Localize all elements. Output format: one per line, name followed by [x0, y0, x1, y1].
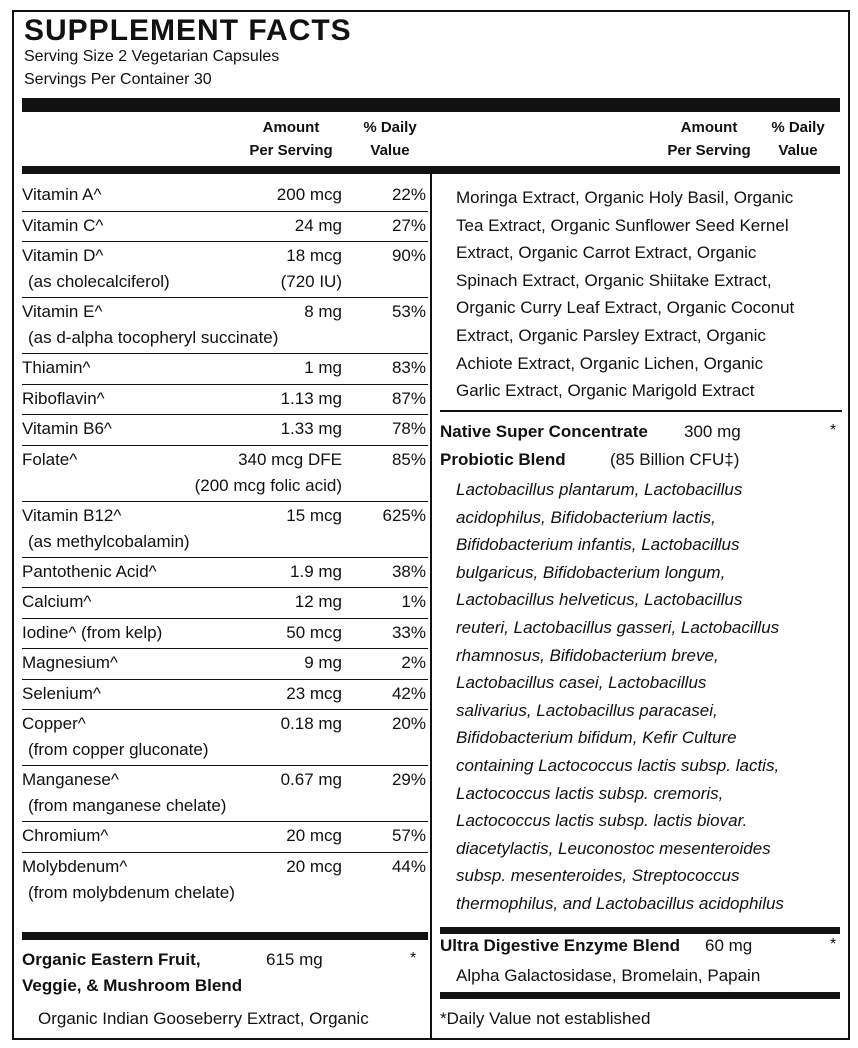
footnote-bar [440, 992, 840, 999]
row-divider [22, 414, 428, 415]
strain-line: diacetylactis, Leuconostoc mesenteroides [456, 838, 771, 858]
row-divider [22, 557, 428, 558]
column-divider [430, 174, 432, 1040]
probiotic-blend-amount: 300 mg [684, 422, 741, 441]
dv-header-left: % Daily Value [363, 119, 417, 159]
strain-line: thermophilus, and Lactobacillus acidophilus [456, 893, 784, 913]
nutrient-amount: 340 mcg DFE [238, 449, 342, 469]
nutrient-row [22, 386, 428, 417]
footnote: *Daily Value not established [440, 1009, 651, 1028]
nutrient-row [22, 620, 428, 651]
nutrient-amount: 0.67 mg [280, 770, 342, 789]
enzyme-blend-ingredients: Alpha Galactosidase, Bromelain, Papain [456, 966, 761, 985]
nutrient-daily-value: 85% [391, 449, 426, 469]
nutrient-name: Vitamin E^ [22, 302, 103, 321]
nutrient-name: Vitamin C^ [22, 215, 104, 235]
nutrient-row [22, 416, 428, 447]
ingredient-line: Moringa Extract, Organic Holy Basil, Organic [456, 188, 794, 207]
nutrient-name: Riboflavin^ [22, 388, 105, 408]
enzyme-blend-asterisk: * [830, 936, 837, 953]
nutrient-amount: 1 mg [304, 358, 342, 377]
nutrient-name: Vitamin A^ [22, 185, 102, 204]
nutrient-daily-value: 33% [391, 622, 426, 642]
row-divider [22, 679, 428, 680]
nutrient-row [22, 589, 428, 620]
row-divider [22, 709, 428, 710]
nutrient-amount: 20 mcg [286, 856, 342, 876]
nutrient-name: Calcium^ [22, 592, 92, 611]
nutrient-name: Selenium^ [22, 683, 101, 703]
row-divider [22, 241, 428, 242]
dv-header-right: % Daily Value [771, 119, 825, 159]
ingredient-line: Spinach Extract, Organic Shiitake Extract, [456, 270, 772, 290]
panel-title: SUPPLEMENT FACTS [24, 14, 352, 47]
enzyme-blend-amount: 60 mg [705, 936, 753, 955]
eastern-blend-asterisk: * [410, 950, 417, 967]
nutrient-daily-value: 1% [401, 592, 426, 611]
ingredient-line: Extract, Organic Carrot Extract, Organic [456, 243, 757, 263]
nutrient-amount: 18 mcg [286, 246, 342, 265]
nutrient-daily-value: 42% [391, 683, 426, 703]
nutrient-row [22, 503, 428, 559]
ingredient-line: Extract, Organic Parsley Extract, Organic [456, 325, 766, 345]
probiotic-blend-name: Native Super Concentrate Probiotic Blend [440, 422, 648, 469]
nutrient-source: (as d-alpha tocopheryl succinate) [28, 328, 279, 347]
nutrient-row [22, 767, 428, 823]
row-divider [22, 353, 428, 354]
strain-line: Lactobacillus plantarum, Lactobacillus [456, 480, 743, 499]
nutrient-daily-value: 44% [391, 856, 426, 876]
nutrient-row [22, 299, 428, 355]
nutrient-daily-value: 78% [391, 419, 426, 438]
nutrient-name: Vitamin D^ [22, 246, 104, 265]
strain-line: Lactobacillus casei, Lactobacillus [456, 673, 707, 693]
nutrient-daily-value: 2% [401, 653, 426, 672]
strain-line: Lactococcus lactis subsp. cremoris, [456, 783, 724, 803]
nutrient-row [22, 355, 428, 386]
eastern-blend-ingredients-right [456, 184, 794, 405]
header-bottom-bar [22, 166, 840, 174]
nutrient-amount: 8 mg [304, 302, 342, 321]
strain-line: reuteri, Lactobacillus gasseri, Lactobacillus [456, 617, 780, 637]
row-divider [22, 501, 428, 502]
nutrient-amount: 50 mcg [286, 622, 342, 642]
strain-line: Bifidobacterium bifidum, Kefir Culture [456, 728, 737, 748]
nutrient-daily-value: 83% [391, 358, 426, 377]
nutrient-row [22, 823, 428, 854]
nutrient-daily-value: 53% [391, 302, 426, 321]
nutrient-daily-value: 20% [391, 714, 426, 733]
row-divider [22, 587, 428, 588]
nutrient-amount: 200 mcg [276, 185, 342, 204]
nutrient-name: Copper^ [22, 714, 86, 733]
nutrient-name: Molybdenum^ [22, 856, 128, 876]
strain-line: acidophilus, Bifidobacterium lactis, [456, 507, 716, 527]
nutrient-name: Chromium^ [22, 826, 109, 845]
nutrient-source: (as cholecalciferol) [28, 272, 170, 291]
nutrient-source: (as methylcobalamin) [28, 531, 190, 551]
strain-line: Lactobacillus helveticus, Lactobacillus [456, 590, 743, 610]
enzyme-blend-name: Ultra Digestive Enzyme Blend [440, 936, 680, 955]
nutrient-name: Vitamin B12^ [22, 505, 122, 525]
eastern-blend-bar [22, 932, 428, 940]
header-thick-bar [22, 98, 840, 112]
amount-header-right: Amount Per Serving [667, 119, 751, 159]
ingredient-line: Achiote Extract, Organic Lichen, Organic [456, 353, 764, 373]
probiotic-strains [456, 476, 784, 918]
nutrient-name: Vitamin B6^ [22, 419, 112, 438]
eastern-blend-ingredients-left: Organic Indian Gooseberry Extract, Organic [38, 1009, 369, 1028]
strain-line: Bifidobacterium infantis, Lactobacillus [456, 535, 740, 555]
nutrient-amount: 0.18 mg [280, 714, 342, 733]
row-divider [22, 384, 428, 385]
strain-line: salivarius, Lactobacillus paracasei, [456, 700, 718, 720]
nutrient-amount: 15 mcg [286, 505, 342, 525]
nutrient-amount: 23 mcg [286, 683, 342, 703]
nutrient-row [22, 711, 428, 767]
nutrient-name: Pantothenic Acid^ [22, 561, 157, 581]
strain-line: containing Lactococcus lactis subsp. lactis, [456, 755, 780, 775]
row-divider [22, 211, 428, 212]
nutrient-row [22, 681, 428, 712]
strain-line: subsp. mesenteroides, Streptococcus [456, 866, 740, 886]
row-divider [22, 445, 428, 446]
nutrient-row [22, 650, 428, 681]
nutrient-row [22, 182, 428, 213]
nutrient-amount: 20 mcg [286, 826, 342, 845]
servings-per-container: Servings Per Container 30 [24, 71, 212, 88]
nutrient-amount: 9 mg [304, 653, 342, 672]
nutrient-source: (from molybdenum chelate) [28, 882, 235, 902]
nutrient-daily-value: 29% [391, 770, 426, 789]
strain-line: Lactococcus lactis subsp. lactis biovar. [456, 811, 748, 831]
nutrient-name: Magnesium^ [22, 653, 118, 672]
strain-line: bulgaricus, Bifidobacterium longum, [456, 562, 726, 582]
nutrient-sub-amount: (720 IU) [280, 272, 342, 291]
serving-size: Serving Size 2 Vegetarian Capsules [24, 48, 280, 65]
nutrient-amount: 12 mg [294, 592, 342, 611]
nutrient-row [22, 243, 428, 299]
probiotic-blend-cfu: (85 Billion CFU‡) [610, 450, 740, 469]
nutrient-source: (from manganese chelate) [28, 796, 227, 815]
row-divider [22, 618, 428, 619]
nutrient-row [22, 213, 428, 244]
nutrient-name: Folate^ [22, 449, 78, 469]
nutrient-row [22, 854, 428, 910]
nutrient-row [22, 447, 428, 503]
nutrient-daily-value: 625% [382, 505, 426, 525]
row-divider [22, 821, 428, 822]
eastern-blend-amount: 615 mg [266, 950, 323, 969]
nutrient-name: Iodine^ (from kelp) [22, 622, 163, 642]
nutrient-daily-value: 90% [391, 246, 426, 265]
row-divider [22, 852, 428, 853]
eastern-blend-name: Organic Eastern Fruit, Veggie, & Mushroom Blend [22, 950, 243, 995]
nutrient-daily-value: 27% [391, 215, 426, 235]
probiotic-divider [440, 410, 842, 412]
nutrient-sub-amount: (200 mcg folic acid) [194, 475, 342, 495]
nutrient-daily-value: 87% [391, 388, 426, 408]
nutrient-daily-value: 38% [391, 561, 426, 581]
nutrient-name: Manganese^ [22, 770, 119, 789]
ingredient-line: Garlic Extract, Organic Marigold Extract [456, 381, 755, 401]
strain-line: rhamnosus, Bifidobacterium breve, [456, 645, 719, 665]
nutrient-amount: 1.9 mg [290, 561, 342, 581]
nutrient-daily-value: 57% [391, 826, 426, 845]
amount-header-left: Amount Per Serving [249, 119, 333, 159]
nutrient-row [22, 559, 428, 590]
nutrient-daily-value: 22% [391, 185, 426, 204]
row-divider [22, 297, 428, 298]
nutrient-source: (from copper gluconate) [28, 740, 209, 759]
probiotic-blend-asterisk: * [830, 422, 837, 439]
nutrient-amount: 1.33 mg [280, 419, 342, 438]
nutrient-amount: 1.13 mg [280, 388, 342, 408]
ingredient-line: Tea Extract, Organic Sunflower Seed Kernel [456, 215, 789, 235]
nutrient-name: Thiamin^ [22, 358, 91, 377]
supplement-facts-panel [12, 10, 850, 1040]
row-divider [22, 648, 428, 649]
row-divider [22, 765, 428, 766]
nutrient-amount: 24 mg [294, 215, 342, 235]
ingredient-line: Organic Curry Leaf Extract, Organic Coconut [456, 298, 795, 318]
